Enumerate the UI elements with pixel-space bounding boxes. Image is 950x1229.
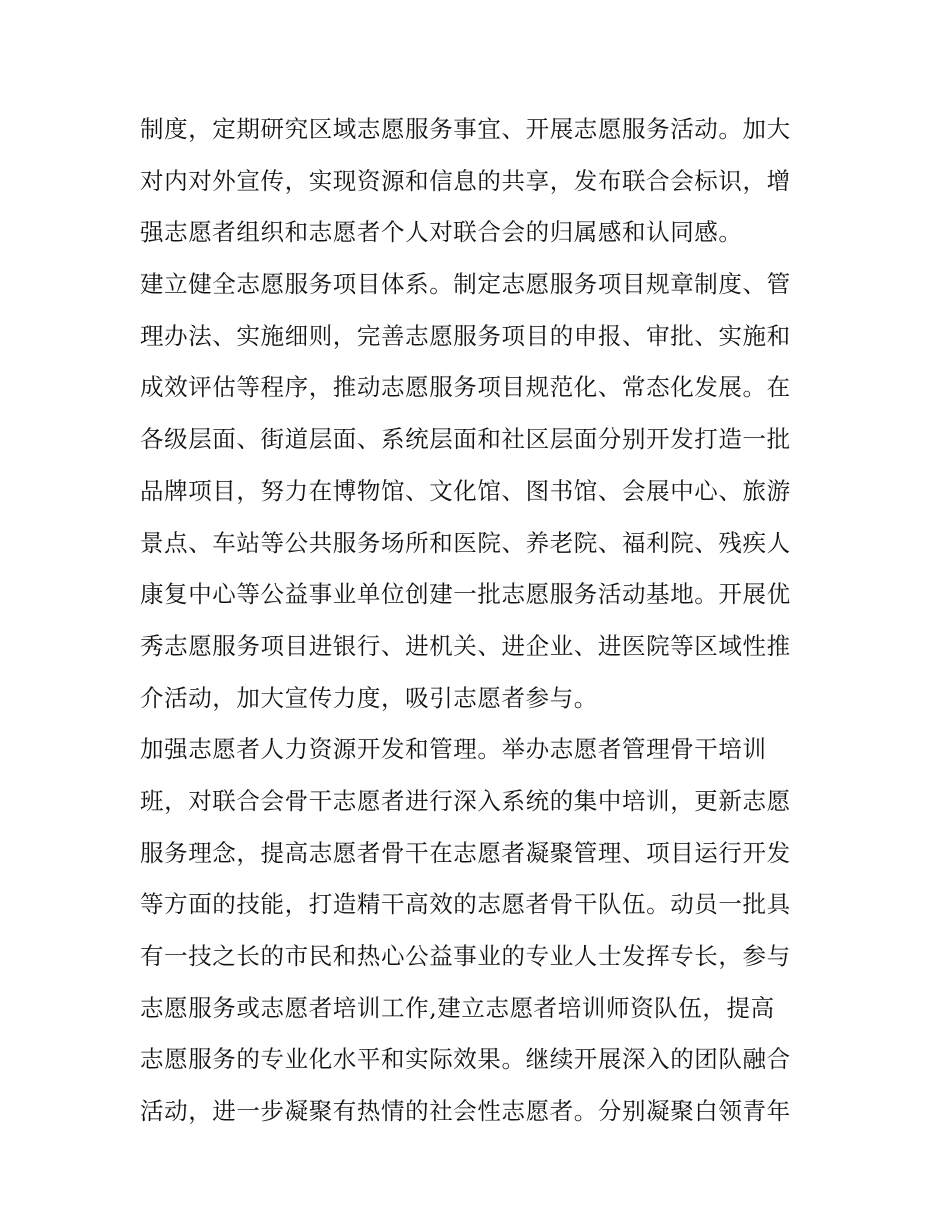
- text-line: 加强志愿者人力资源开发和管理。举办志愿者管理骨干培训: [140, 735, 767, 764]
- text-line: 理办法、实施细则，完善志愿服务项目的申报、审批、实施和: [140, 321, 791, 350]
- text-line: 品牌项目，努力在博物馆、文化馆、图书馆、会展中心、旅游: [140, 476, 791, 505]
- text-line: 景点、车站等公共服务场所和医院、养老院、福利院、残疾人: [140, 528, 791, 557]
- text-line: 建立健全志愿服务项目体系。制定志愿服务项目规章制度、管: [140, 270, 791, 299]
- text-line: 成效评估等程序，推动志愿服务项目规范化、常态化发展。在: [140, 373, 791, 402]
- document-body: [140, 104, 820, 1138]
- text-line: 等方面的技能，打造精干高效的志愿者骨干队伍。动员一批具: [140, 890, 791, 919]
- text-line: 康复中心等公益事业单位创建一批志愿服务活动基地。开展优: [140, 580, 791, 609]
- text-line: 介活动，加大宣传力度，吸引志愿者参与。: [140, 683, 598, 712]
- text-line: 活动，进一步凝聚有热情的社会性志愿者。分别凝聚白领青年: [140, 1097, 791, 1126]
- text-line: 对内对外宣传，实现资源和信息的共享，发布联合会标识，增: [140, 166, 791, 195]
- text-line: 有一技之长的市民和热心公益事业的专业人士发挥专长，参与: [140, 942, 791, 970]
- text-line: 秀志愿服务项目进银行、进机关、进企业、进医院等区域性推: [140, 631, 791, 660]
- text-line: 强志愿者组织和志愿者个人对联合会的归属感和认同感。: [140, 218, 743, 247]
- text-line: 班，对联合会骨干志愿者进行深入系统的集中培训，更新志愿: [140, 786, 791, 815]
- text-line: 制度，定期研究区域志愿服务事宜、开展志愿服务活动。加大: [140, 115, 791, 143]
- text-line: 志愿服务或志愿者培训工作,建立志愿者培训师资队伍，提高: [140, 993, 775, 1022]
- text-line: 各级层面、街道层面、系统层面和社区层面分别开发打造一批: [140, 425, 791, 454]
- text-line: 志愿服务的专业化水平和实际效果。继续开展深入的团队融合: [140, 1045, 791, 1074]
- text-line: 服务理念，提高志愿者骨干在志愿者凝聚管理、项目运行开发: [140, 838, 791, 867]
